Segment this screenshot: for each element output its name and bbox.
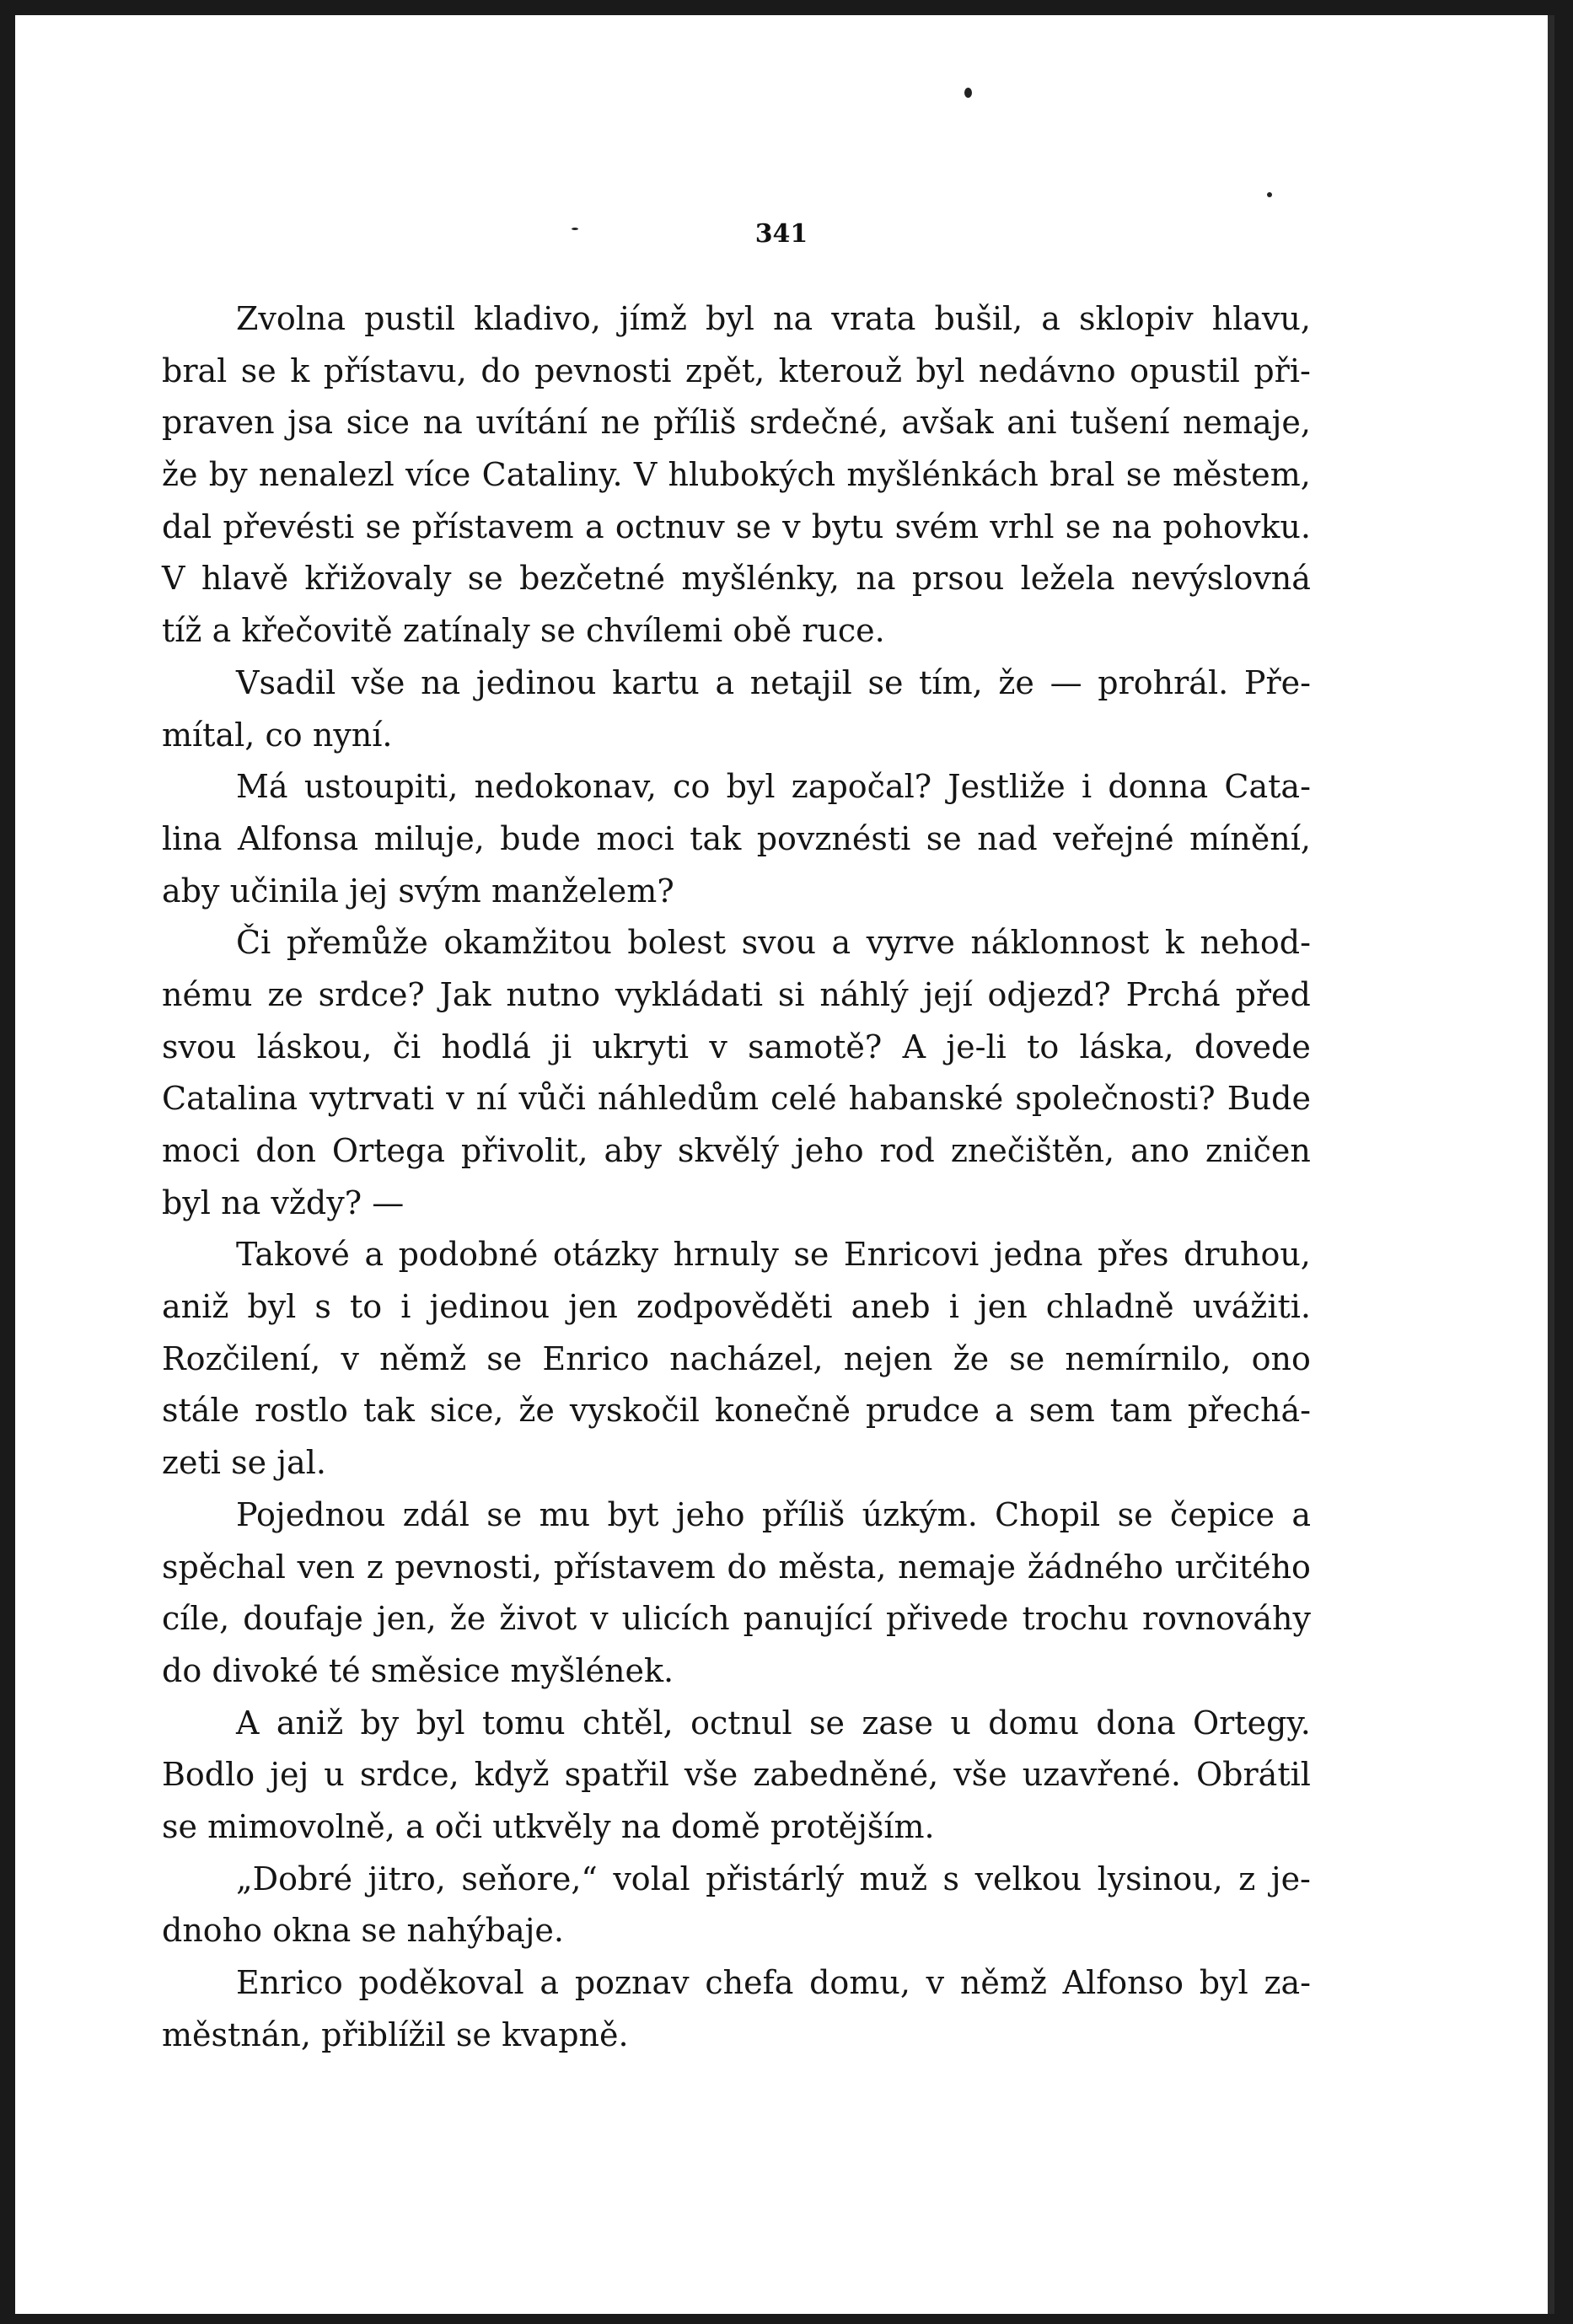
text-line: svou láskou, či hodlá ji ukryti v samotě? A je-li to láska, dovede xyxy=(162,1028,1311,1065)
text-line: Zvolna pustil kladivo, jímž byl na vrata bušil, a sklopiv hlavu, xyxy=(236,300,1311,337)
text-line: Vsadil vše na jedinou kartu a netajil se tím, že — prohrál. Pře- xyxy=(236,663,1311,701)
text-line: dal převésti se přístavem a octnuv se v bytu svém vrhl se na pohovku. xyxy=(162,507,1311,545)
text-line: Bodlo jej u srdce, když spatřil vše zabedněné, vše uzavřené. Obrátil xyxy=(162,1756,1311,1794)
text-line: se mimovolně, a oči utkvěly na domě protějším. xyxy=(162,1807,935,1845)
text-line: aby učinila jej svým manželem? xyxy=(162,872,674,910)
text-line: tíž a křečovitě zatínaly se chvílemi obě ruce. xyxy=(162,612,885,650)
text-line: nému ze srdce? Jak nutno vykládati si náhlý její odjezd? Prchá před xyxy=(162,975,1311,1013)
text-line: bral se k přístavu, do pevnosti zpět, kterouž byl nedávno opustil při- xyxy=(162,352,1311,389)
text-line: dnoho okna se nahýbaje. xyxy=(162,1912,564,1950)
text-line: A aniž by byl tomu chtěl, octnul se zase u domu dona Ortegy. xyxy=(236,1704,1311,1742)
text-line: praven jsa sice na uvítání ne příliš srdečné, avšak ani tušení nemaje, xyxy=(162,404,1311,442)
text-line: Pojednou zdál se mu byt jeho příliš úzkým. Chopil se čepice a xyxy=(236,1495,1311,1533)
text-line: stále rostlo tak sice, že vyskočil konečně prudce a sem tam přechá- xyxy=(162,1392,1311,1430)
text-line: zeti se jal. xyxy=(162,1444,326,1482)
text-line: spěchal ven z pevnosti, přístavem do města, nemaje žádného určitého xyxy=(162,1548,1311,1586)
text-line: mítal, co nyní. xyxy=(162,716,393,754)
ink-speck xyxy=(1267,192,1272,197)
text-line: Či přemůže okamžitou bolest svou a vyrve náklonnost k nehod- xyxy=(236,924,1311,962)
text-line: Catalina vytrvati v ní vůči náhledům celé habanské společnosti? Bude xyxy=(162,1080,1311,1118)
text-line: že by nenalezl více Cataliny. V hlubokých myšlénkách bral se městem, xyxy=(162,456,1311,494)
text-line: cíle, doufaje jen, že život v ulicích panující přivede trochu rovnováhy xyxy=(162,1600,1311,1638)
text-line: Enrico poděkoval a poznav chefa domu, v němž Alfonso byl za- xyxy=(236,1964,1311,2001)
text-line: Má ustoupiti, nedokonav, co byl započal? Jestliže i donna Cata- xyxy=(236,768,1311,806)
text-line: Takové a podobné otázky hrnuly se Enricovi jedna přes druhou, xyxy=(236,1236,1311,1274)
text-line: do divoké té směsice myšlének. xyxy=(162,1651,674,1689)
text-line: „Dobré jitro, seňore,“ volal přistárlý muž s velkou lysinou, z je- xyxy=(236,1860,1311,1897)
text-line: městnán, přiblížil se kvapně. xyxy=(162,2015,629,2053)
text-line: V hlavě křižovaly se bezčetné myšlénky, na prsou ležela nevýslovná xyxy=(162,560,1311,598)
page-number: 341 xyxy=(754,219,808,249)
text-line: moci don Ortega přivolit, aby skvělý jeho rod znečištěn, ano zničen xyxy=(162,1132,1311,1169)
book-page xyxy=(15,15,1554,2314)
text-line: lina Alfonsa miluje, bude moci tak povznésti se nad veřejné mínění, xyxy=(162,819,1311,857)
text-line: aniž byl s to i jedinou jen zodpověděti aneb i jen chladně uvážiti. xyxy=(162,1288,1311,1326)
text-line: byl na vždy? — xyxy=(162,1183,405,1221)
text-line: Rozčilení, v němž se Enrico nacházel, nejen že se nemírnilo, ono xyxy=(162,1339,1311,1377)
page-text xyxy=(162,293,1311,2061)
ink-speck xyxy=(964,88,972,98)
